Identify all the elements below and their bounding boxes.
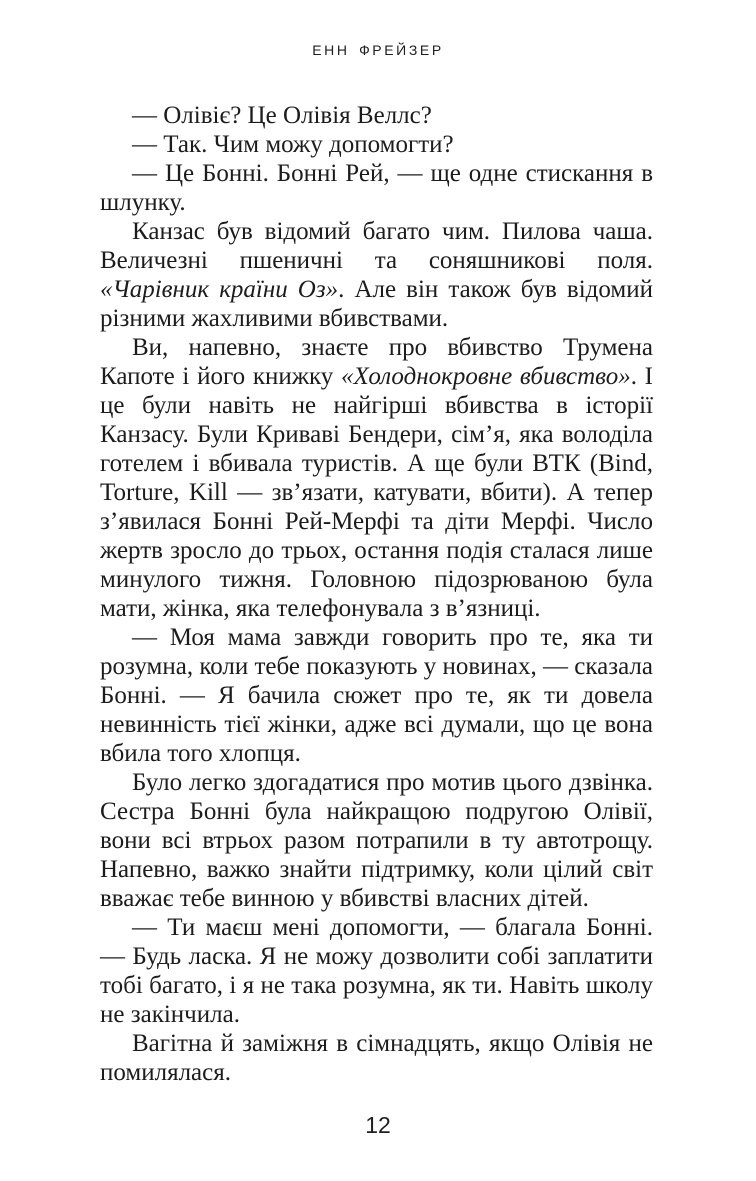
page-number: 12 <box>365 1112 391 1138</box>
text-segment: Ви, напевно, знаєте про вбивство Трумена Капоте і його книжку <box>100 334 653 390</box>
text-segment: Було легко здогадатися про мотив цього дзвінка. Сестра Бонні була найкращою подругою Олівії, вони всі втрьох разом потрапили в ту автотрощу. Напевно, важко знайти підтримку, коли цілий світ вважає тебе винною у вбивстві власних дітей. <box>100 769 653 912</box>
paragraph <box>100 159 653 217</box>
text-segment: . Але він також був відомий різними жахливими вбивствами. <box>100 276 653 332</box>
paragraph <box>100 130 653 159</box>
paragraph <box>100 1029 653 1087</box>
text-segment: — Це Бонні. Бонні Рей, — ще одне стискання в шлунку. <box>100 160 653 216</box>
paragraph <box>100 913 653 1029</box>
paragraph <box>100 101 653 130</box>
italic-book-title: «Чарівник країни Оз» <box>100 276 339 303</box>
text-segment: — Моя мама завжди говорить про те, яка ти розумна, коли тебе показують у новинах, — сказала Бонні. — Я бачила сюжет про те, як ти довела невинність тієї жінки, адже всі думали, що це вона вбила того хлопця. <box>100 624 654 767</box>
text-segment: Вагітна й заміжня в сімнадцять, якщо Олівія не помилялася. <box>100 1030 653 1086</box>
text-segment: — Олівіє? Це Олівія Веллс? <box>132 102 432 129</box>
paragraph <box>100 623 653 768</box>
text-segment: — Так. Чим можу допомогти? <box>132 131 454 158</box>
text-segment: Канзас був відомий багато чим. Пилова чаша. Величезні пшеничні та соняшникові поля. <box>100 218 653 274</box>
paragraph <box>100 768 653 913</box>
text-segment: . І це були навіть не найгірші вбивства в історії Канзасу. Були Криваві Бендери, сім’я, яка володіла готелем і вбивала туристів. А ще були ВТК (Bind, Torture, Kill — зв’язати, катувати, вбити). А тепер з’явилася Бонні Рей-Мерфі та діти Мерфі. Число жертв зросло до трьох, остання подія сталася лише минулого тижня. Головною підозрюваною була мати, жінка, яка телефонувала з в’язниці. <box>100 363 654 622</box>
running-header-author: ЕНН ФРЕЙЗЕР <box>312 42 444 58</box>
page-body-text <box>100 101 653 1087</box>
paragraph <box>100 333 653 623</box>
italic-book-title: «Холоднокровне вбивство» <box>341 363 631 390</box>
text-segment: — Ти маєш мені допомогти, — благала Бонні. — Будь ласка. Я не можу дозволити собі заплатити тобі багато, і я не така розумна, як ти. Навіть школу не закінчила. <box>100 914 653 1028</box>
paragraph <box>100 217 653 333</box>
